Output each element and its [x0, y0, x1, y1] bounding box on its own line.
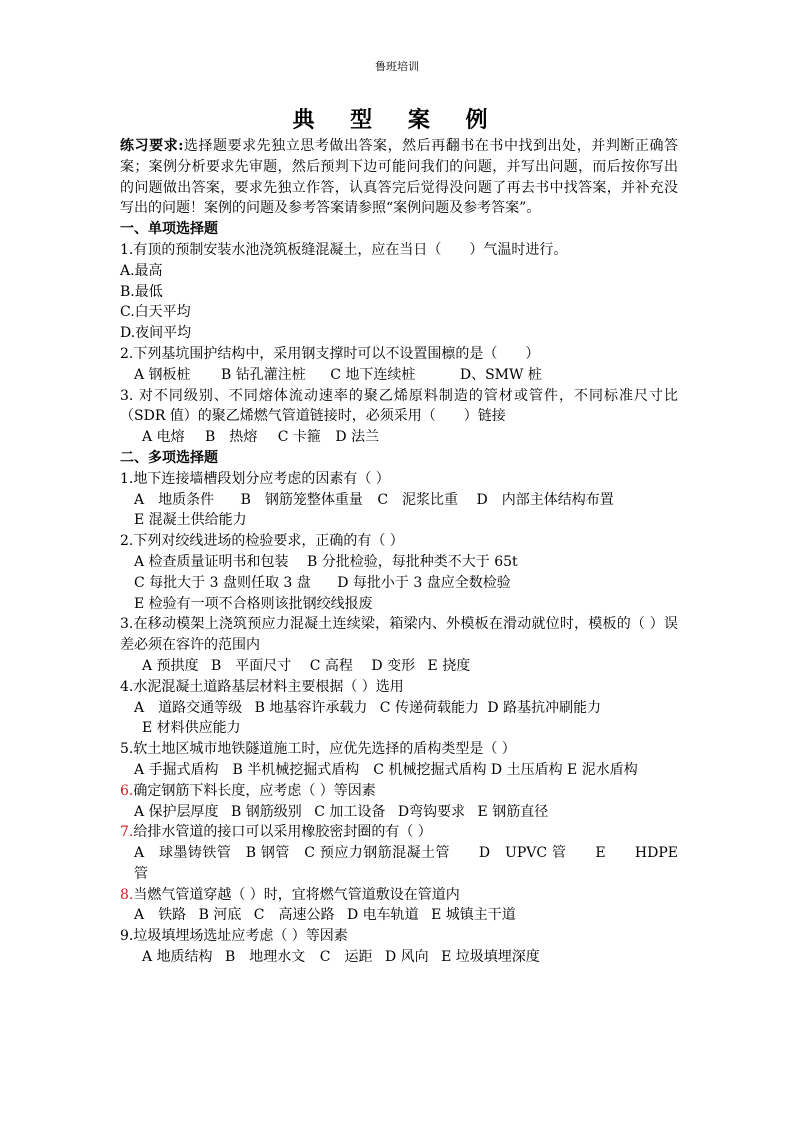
mquestion-1-option-b: B 钢筋笼整体重量	[240, 491, 363, 508]
mquestion-2-options-row1	[120, 552, 678, 573]
page-title: 典 型 案 例	[292, 107, 502, 133]
question-1-option-b: B.最低	[120, 283, 163, 300]
mquestion-7-options: A 球墨铸铁管 B 钢管 C 预应力钢筋混凝土管 D UPVC 管 E HDPE 管	[134, 845, 678, 882]
mquestion-8-stem-line	[120, 885, 678, 906]
mquestion-1-option-e: E 混凝土供给能力	[134, 512, 247, 529]
mquestion-1-option-c: C 泥浆比重	[377, 491, 459, 508]
mquestion-8-options	[120, 905, 678, 926]
mquestion-9-stem: 9.垃圾填埋场选址应考虑（ ）等因素	[120, 928, 348, 945]
question-3-option-c: C 卡箍	[277, 429, 321, 446]
mquestion-8-option-b: B 河底	[198, 907, 242, 924]
mquestion-4-stem: 4.水泥混凝土道路基层材料主要根据（ ）选用	[120, 678, 404, 695]
question-1-option-d: D.夜间平均	[120, 325, 192, 342]
intro-text: 选择题要求先独立思考做出答案，然后再翻书在书中找到出处，并判断正确答案；案例分析要求先审题，然后预判下边可能问我们的问题，并写出问题，而后按你写出的问题做出答案，要求先独立作答，认真答完后觉得没问题了再去书中找答案，并补充没写出的问题！案例的问题及参考答案请参照“案例问题及参考答案”。	[120, 138, 679, 217]
mquestion-3-option-b: B 平面尺寸	[211, 657, 292, 674]
mquestion-4-option-c: C 传递荷载能力	[379, 699, 479, 716]
mquestion-3-stem: 3.在移动模架上浇筑预应力混凝土连续梁，箱梁内、外模板在滑动就位时，模板的（ ）误差必须在容许的范围内	[120, 616, 678, 654]
mquestion-7-stem-line	[120, 822, 678, 843]
question-3-option-d: D 法兰	[335, 429, 380, 446]
question-3-options	[120, 427, 678, 448]
intro-paragraph: 练习要求:选择题要求先独立思考做出答案，然后再翻书在书中找到出处，并判断正确答案；案例分析要求先审题，然后预判下边可能问我们的问题，并写出问题，而后按你写出的问题做出答案，要求先独立作答，认真答完后觉得没问题了再去书中找答案，并补充没写出的问题！案例的问题及参考答案请参照“案例问题及参考答案”。	[120, 138, 679, 217]
mquestion-9-option-a: A 地质结构	[142, 949, 213, 966]
question-2-option-c: C 地下连续桩	[330, 366, 416, 383]
section-heading-single: 一、单项选择题	[120, 221, 218, 238]
mquestion-6-option-a: A 保护层厚度	[134, 803, 219, 820]
mquestion-6-option-b: B 钢筋级别	[231, 803, 302, 820]
mquestion-1-options	[120, 490, 678, 511]
mquestion-9-option-e: E 垃圾填埋深度	[441, 949, 540, 966]
mquestion-9-options	[120, 947, 678, 968]
mquestion-6-stem: 确定钢筋下料长度，应考虑（ ）等因素	[133, 782, 376, 799]
mquestion-3-option-c: C 高程	[309, 657, 353, 674]
mquestion-6-stem-line	[120, 781, 678, 802]
question-2-option-b: B 钻孔灌注桩	[221, 366, 306, 383]
mquestion-2-option-b: B 分批检验，每批种类不大于 65t	[307, 553, 518, 570]
mquestion-7-stem: 给排水管道的接口可以采用橡胶密封圈的有（ ）	[133, 824, 432, 841]
mquestion-4-options	[120, 698, 678, 719]
section-heading-multiple: 二、多项选择题	[120, 449, 218, 466]
mquestion-9-option-d: D 风向	[384, 949, 429, 966]
mquestion-1-option-a: A 地质条件	[134, 491, 215, 508]
mquestion-6-option-d: D弯钩要求	[397, 803, 466, 820]
mquestion-8-option-a: A 铁路	[134, 907, 187, 924]
question-3-option-a: A 电熔	[142, 429, 185, 446]
mquestion-2-option-d: D 每批小于 3 盘应全数检验	[337, 574, 511, 591]
mquestion-1-stem: 1.地下连接墙槽段划分应考虑的因素有（ ）	[120, 470, 390, 487]
mquestion-1-option-d: D 内部主体结构布置	[476, 491, 614, 508]
mquestion-4-option-a: A 道路交通等级	[134, 699, 243, 716]
mquestion-3-options	[120, 656, 678, 677]
question-1-stem: 1.有顶的预制安装水池浇筑板缝混凝土，应在当日（ ）气温时进行。	[120, 241, 568, 258]
mquestion-3-option-d: D 变形	[371, 657, 416, 674]
mquestion-6-option-e: E 钢筋直径	[477, 803, 549, 820]
mquestion-2-stem: 2.下列对绞线进场的检验要求，正确的有（ ）	[120, 533, 404, 550]
mquestion-5-options: A 手掘式盾构 B 半机械挖掘式盾构 C 机械挖掘式盾构 D 土压盾构 E 泥水盾构	[134, 761, 638, 778]
mquestion-9-option-c: C 运距	[319, 949, 373, 966]
mquestion-4-option-e: E 材料供应能力	[142, 720, 241, 737]
question-1-option-c: C.白天平均	[120, 304, 191, 321]
mquestion-8-option-c: C 高速公路	[253, 907, 335, 924]
mquestion-3-option-a: A 预拱度	[142, 657, 199, 674]
mquestion-2-option-c: C 每批大于 3 盘则任取 3 盘	[134, 574, 311, 591]
mquestion-5-stem: 5.软土地区城市地铁隧道施工时，应优先选择的盾构类型是（ ）	[120, 741, 516, 758]
mquestion-6-option-c: C 加工设备	[314, 803, 386, 820]
question-2-stem: 2.下列基坑围护结构中，采用钢支撑时可以不设置围檩的是（ ）	[120, 345, 540, 362]
question-3-option-b: B 热熔	[205, 429, 258, 446]
intro-label: 练习要求	[120, 138, 179, 154]
question-1-option-a: A.最高	[120, 262, 163, 279]
mquestion-8-stem: 当燃气管道穿越（ ）时，宜将燃气管道敷设在管道内	[133, 886, 460, 903]
mquestion-4-option-d: D 路基抗冲刷能力	[487, 699, 602, 716]
document-body	[120, 136, 678, 968]
mquestion-8-option-d: D 电车轨道	[346, 907, 419, 924]
mquestion-8-option-e: E 城镇主干道	[431, 907, 516, 924]
mquestion-8-number: 8.	[120, 886, 134, 903]
mquestion-2-options-row2	[120, 573, 678, 594]
mquestion-7-number: 7.	[120, 824, 134, 841]
mquestion-3-option-e: E 挠度	[427, 657, 471, 674]
mquestion-9-option-b: B 地理水文	[225, 949, 306, 966]
question-3-stem: 3. 对不同级别、不同熔体流动速率的聚乙烯原料制造的管材或管件，不同标准尺寸比（SDR 值）的聚乙烯燃气管道链接时，必须采用（ ）链接	[120, 387, 678, 425]
mquestion-6-options	[120, 802, 678, 823]
question-2-option-d: D、SMW 桩	[459, 366, 542, 383]
mquestion-2-option-a: A 检查质量证明书和包装	[134, 553, 289, 570]
question-2-options	[120, 365, 678, 386]
question-2-option-a: A 钢板桩	[134, 366, 191, 383]
mquestion-4-option-b: B 地基容许承载力	[254, 699, 368, 716]
page-header: 鲁班培训	[375, 60, 419, 73]
mquestion-2-option-e: E 检验有一项不合格则该批钢绞线报废	[134, 595, 373, 612]
mquestion-6-number: 6.	[120, 782, 134, 799]
